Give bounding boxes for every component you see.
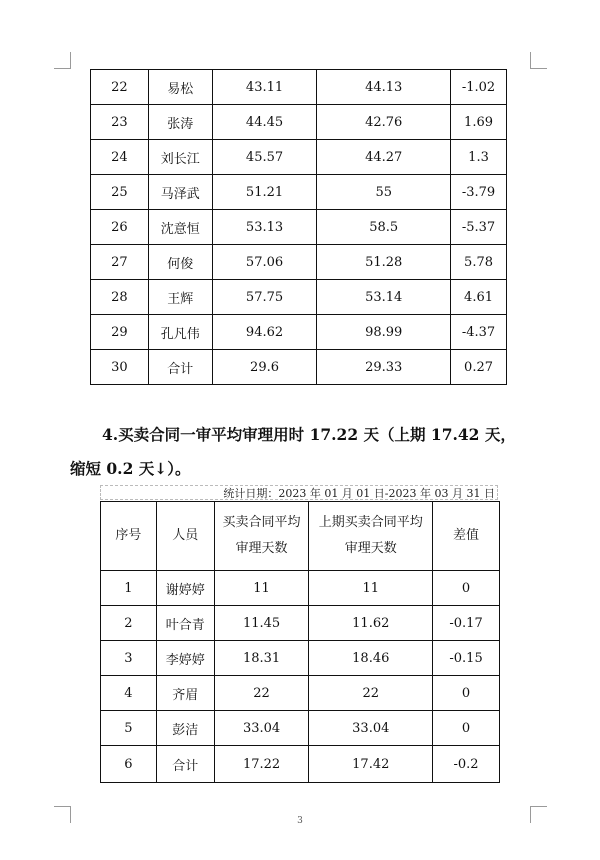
table-row [91,280,507,315]
difference: 0 [433,711,500,746]
row-number: 24 [91,140,149,175]
header-current-days-line-1: 买卖合同平均 [222,515,301,530]
current-days: 53.13 [212,210,317,245]
previous-days: 44.13 [317,70,451,105]
current-days: 33.04 [214,711,309,746]
previous-days: 58.5 [317,210,451,245]
previous-days: 11.62 [309,606,433,641]
row-number: 3 [101,641,157,676]
current-days: 29.6 [212,350,317,385]
page-corner-mark-top-right [530,52,547,69]
previous-days: 22 [309,676,433,711]
page-number: 3 [297,816,303,826]
header-previous-days-line-2: 审理天数 [344,541,397,556]
current-days: 11 [214,571,309,606]
previous-days: 44.27 [317,140,451,175]
table-row [101,606,500,641]
section-4-heading-line-1: 4.买卖合同一审平均审理用时 17.22 天（上期 17.42 天， [102,425,516,444]
row-number: 27 [91,245,149,280]
sales-contract-average-days-table [100,501,500,783]
person-name: 李婷婷 [156,641,214,676]
difference: 1.3 [451,140,507,175]
person-name: 马泽武 [148,175,212,210]
row-number: 30 [91,350,149,385]
section-4-heading [70,418,530,486]
person-name: 何俊 [148,245,212,280]
table-row-total [91,350,507,385]
difference: 5.78 [451,245,507,280]
current-days: 57.75 [212,280,317,315]
previous-days: 17.42 [309,746,433,783]
header-row-number: 序号 [101,502,157,571]
header-person: 人员 [156,502,214,571]
row-number: 29 [91,315,149,350]
table-header-row [101,502,500,571]
previous-days: 33.04 [309,711,433,746]
previous-days: 98.99 [317,315,451,350]
difference: -0.15 [433,641,500,676]
statistics-date-range: 统计日期：2023 年 01 月 01 日-2023 年 03 月 31 日 [100,485,498,500]
difference: -5.37 [451,210,507,245]
table-row [101,571,500,606]
judge-average-days-table-continued [90,69,507,385]
previous-days: 51.28 [317,245,451,280]
section-4-heading-line-2: 缩短 0.2 天↓）。 [70,459,191,478]
difference: -1.02 [451,70,507,105]
person-name: 叶合青 [156,606,214,641]
current-days: 45.57 [212,140,317,175]
previous-days: 55 [317,175,451,210]
difference: -0.17 [433,606,500,641]
difference: 1.69 [451,105,507,140]
difference: 0 [433,676,500,711]
previous-days: 29.33 [317,350,451,385]
row-number: 25 [91,175,149,210]
previous-days: 18.46 [309,641,433,676]
row-number: 23 [91,105,149,140]
current-days: 43.11 [212,70,317,105]
table-row [91,210,507,245]
current-days: 17.22 [214,746,309,783]
person-name: 合计 [156,746,214,783]
table-row [91,175,507,210]
person-name: 合计 [148,350,212,385]
table-row [101,641,500,676]
difference: -3.79 [451,175,507,210]
current-days: 51.21 [212,175,317,210]
current-days: 94.62 [212,315,317,350]
table-row [91,245,507,280]
header-difference: 差值 [433,502,500,571]
table-row [101,676,500,711]
table-row [91,105,507,140]
row-number: 6 [101,746,157,783]
person-name: 孔凡伟 [148,315,212,350]
previous-days: 42.76 [317,105,451,140]
person-name: 谢婷婷 [156,571,214,606]
person-name: 易松 [148,70,212,105]
person-name: 刘长江 [148,140,212,175]
table-row-total [101,746,500,783]
row-number: 28 [91,280,149,315]
person-name: 张涛 [148,105,212,140]
header-current-days-line-2: 审理天数 [235,541,288,556]
table-row [91,70,507,105]
row-number: 1 [101,571,157,606]
row-number: 22 [91,70,149,105]
row-number: 26 [91,210,149,245]
current-days: 57.06 [212,245,317,280]
row-number: 4 [101,676,157,711]
table-row [101,711,500,746]
person-name: 彭洁 [156,711,214,746]
table-row [91,140,507,175]
current-days: 18.31 [214,641,309,676]
row-number: 5 [101,711,157,746]
difference: 0.27 [451,350,507,385]
table-row [91,315,507,350]
current-days: 11.45 [214,606,309,641]
difference: 0 [433,571,500,606]
current-days: 44.45 [212,105,317,140]
header-current-days [214,502,309,571]
header-previous-days [309,502,433,571]
person-name: 齐眉 [156,676,214,711]
current-days: 22 [214,676,309,711]
row-number: 2 [101,606,157,641]
person-name: 王辉 [148,280,212,315]
previous-days: 11 [309,571,433,606]
difference: -0.2 [433,746,500,783]
difference: 4.61 [451,280,507,315]
header-previous-days-line-1: 上期买卖合同平均 [318,515,423,530]
person-name: 沈意恒 [148,210,212,245]
page-corner-mark-top-left [54,52,71,69]
previous-days: 53.14 [317,280,451,315]
difference: -4.37 [451,315,507,350]
